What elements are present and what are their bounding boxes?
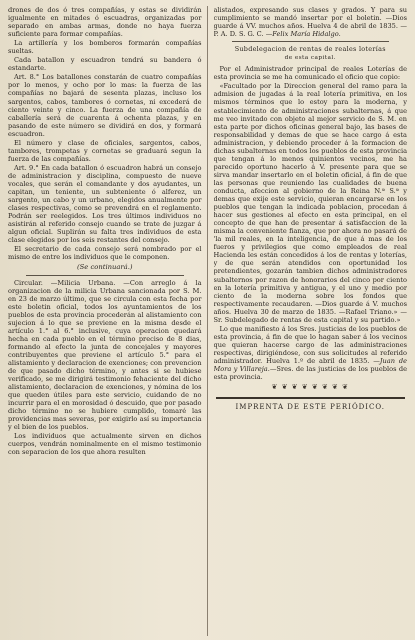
left-paragraph-3: Cada batallon y escuadron tendrá su bandera ó estandarte. <box>8 56 202 73</box>
left-column <box>8 6 208 636</box>
left-paragraph-2: La artillería y los bomberos formarán compañías sueltas. <box>8 39 202 56</box>
signature-mora: Juan de Mora y Villareja. <box>213 356 407 374</box>
right-paragraph-4-text: Lo que manifiesto á los Sres. justicias de los pueblos de esta provincia, á fin de que lo hagan saber á los vecinos que quieran hacerse cargo de las administraciones respectivas, dirigiéndose, con sus solicitudes al referido administrador. Huelva 1.º de abril de 1835. — <box>213 324 407 365</box>
right-paragraph-4 <box>214 325 408 381</box>
right-paragraph-lottery: «Facultado por la Direccion general del ramo para la admision de jugadas á la real lotería primitiva, en los mismos términos que lo estoy para la moderna, y establecimiento de administraciones subalternas, á que me veo invitado con objeto al mejor servicio de S. M. en esta parte por dichos oficinas general bajo, las bases de responsabilidad y demas de que se hace cargo á esta administracion, y debiendo proceder á la formacion de dichas subalternas en todos los pueblos de esta provincia que tengan á lo menos quinientos vecinos, me ha parecido oportuno hacerlo á V. presente para que se sirva mandar insertarlo en el boletin oficial, á fin de que las personas que reuniendo las cualidades de buena conducta, afeccion al gobierno de la Reina N.ª S.ª y demas que exije este servicio, quieran encargarse en los pueblos que tengan la indicada poblacion, procedan á hacer sus gestiones al efecto en esta principal, en el concepto de que han de presentar á satisfaccion de la misma la conveniente fianza, que por ahora no pasará de 'la mil reales, en la inteligencia, de que á mas de los fueros y privilegios que como empleados de real Hacienda les están concedidos á los de rentas y loterías, y de que serán atendidos con oportunidad los pretendientes, gozarán tambien dichos administradores subalternos por razon de honorarios del cinco por ciento en la lotería primitiva y antigua, y el uno y medio por ciento de la moderna sobre los fondos que respectivamente recaudaren. —Dios guarde á V. muchos años. Huelva 30 de marzo de 1835. —Rafael Triano.» —Sr. Subdelegado de rentas de esta capital y su partido.» <box>213 82 407 324</box>
right-paragraph-4-tail: —Sres. de las justicias de los pueblos de esta provincia. <box>213 365 407 382</box>
signature-hidalgo: Felix María Hidalgo. <box>272 30 341 39</box>
columns <box>8 6 407 636</box>
right-column <box>214 6 408 636</box>
right-paragraph-1-text: alistados, expresando sus clases y grados. Y para su cumplimiento se mandó insertar por el boletin. —Dios guarde á VV. muchos años. Huelva 4 de abril de 1835. —P. A. D. S. G. C. — <box>213 6 407 39</box>
circular-paragraph: Circular. —Milicia Urbana. —Con arreglo á la organizacion de la milicia Urbana sancionada por S. M. en 23 de marzo último, que se circula con esta fecha por este boletin oficial, todos los ayuntamientos de los pueblos de esta provincia procederán al alistamiento con sujecion á lo que se previene en la misma desde el artículo 1.° al 6.° inclusive, cuya operacion quedará hecha en cada pueblo en el término preciso de 8 dias, formando al efecto la junta de concejales y mayores contribuyentes que previene el artículo 5.° para el alistamiento y declaracion de exenciones; con prevencion de que pasado dicho término, y antes si se hubiese verificado, se me dirigirá testimonio fehaciente del dicho alistamiento, declaracion de exenciones, y nómina de los que queden útiles para este servicio, cuidando de no incurrir para el en morosidad ó descuido, que por pasado dicho término no se hubiere cumplido, tomaré las providencias mas severas, por exigirlo así su importancia y el bien de los pueblos. <box>8 278 202 432</box>
right-paragraph-2: Por el Administrador principal de reales Loterías de esta provincia se me ha comunicado el oficio que copio: <box>213 65 407 82</box>
section-divider <box>26 275 184 276</box>
section-divider-right <box>232 41 390 42</box>
right-paragraph-1 <box>214 6 408 38</box>
section-subheading: de esta capital. <box>284 55 336 62</box>
left-paragraph-1: drones de dos ó tres compañías, y estas se dividirán igualmente en mitades ó escuadras, organizadas por separado en ambas armas, donde no haya fuerza suficiente para formar compañías. <box>8 6 202 39</box>
left-paragraph-7: El secretario de cada consejo será nombrado por el mismo de entre los individuos que le componen. <box>8 245 202 262</box>
continued-note: (Se continuará.) <box>76 263 133 272</box>
section-heading: Subdelegacion de rentas de reales loterías <box>234 45 386 54</box>
left-paragraph-art9: Art. 9.° En cada batallon ó escuadron habrá un consejo de administracion y disciplina, compuesto de nueve vocales, que serán el comandante y dos ayudantes, un capitan, un teniente, un subteniente ó alferez, un sargento, un cabo y un urbano, elegidos anualmente por clases respectivas, como se prevendrá en el reglamento. Podrán ser reelegidos. Los tres últimos individuos no asistirán al referido consejo cuando se trate de juzgar á algun oficial. Suplirán su falta tres individuos de esta clase elegidos por los seis restantes del consejo. <box>8 163 202 245</box>
left-paragraph-art8: Art. 8.° Los batallones constarán de cuatro compañías por lo menos, y ocho por lo mas: la fuerza de las compañías no bajará de sesenta plazas, incluso los sargentos, cabos, tambores ó cornetas, ni excederá de ciento veinte y cinco. La fuerza de una compañía de caballería será de cuarenta á ochenta plazas, y en pasando de este número se dividirá en dos, y formará escuadron. <box>8 73 202 138</box>
ornament-divider: ❦ ❦ ❦ ❦ ❦ ❦ ❦ ❦ <box>271 383 349 392</box>
imprint-line: IMPRENTA DE ESTE PERIÓDICO. <box>235 403 385 412</box>
imprint-rule <box>216 397 406 399</box>
left-paragraph-5: El número y clase de oficiales, sargentos, cabos, tambores, trompetas y cornetas se graduará segun la fuerza de las compañías. <box>8 138 202 163</box>
left-paragraph-9: Los individuos que actualmente sirven en dichos cuerpos, vendrán nominalmente en el mismo testimonio con separacion de los que ahora resulten <box>8 432 202 457</box>
